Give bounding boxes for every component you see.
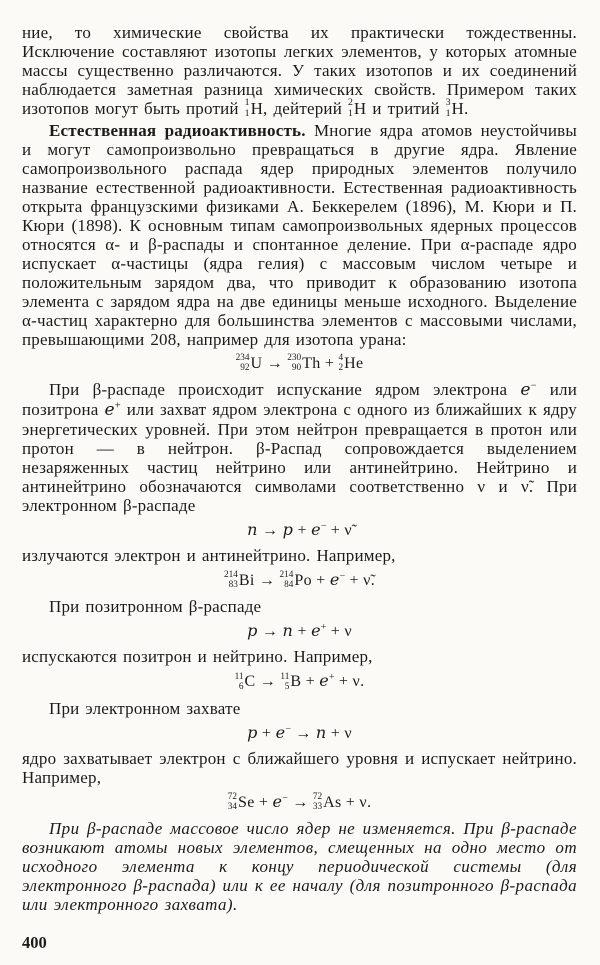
text-run: → <box>287 793 313 811</box>
element-symbol: Po <box>294 572 312 590</box>
text-run: → <box>254 572 280 590</box>
text-run: При электронном захвате <box>49 698 241 718</box>
nuclide-mass-and-charge: 2 1 <box>347 97 353 120</box>
text-run: + ν̃ <box>326 522 352 540</box>
superscript-sign: + <box>320 622 327 634</box>
math-variable: p <box>247 722 258 742</box>
nuclide-mass-and-charge: 11 6 <box>234 671 244 692</box>
superscript-sign: + <box>114 400 121 412</box>
math-variable: e <box>275 722 286 742</box>
para-beta-minus-products <box>22 546 577 565</box>
text-run: + <box>311 572 330 590</box>
text-run: или позитрона <box>22 380 577 420</box>
math-variable: e <box>104 400 115 421</box>
nuclide-Se <box>228 794 255 811</box>
nuclide-Po <box>280 572 312 589</box>
element-symbol: Bi <box>238 572 255 590</box>
element-symbol: H <box>353 99 367 118</box>
equation-beta-minus-general <box>22 520 577 540</box>
equation-beta-plus-example-carbon <box>22 671 577 692</box>
nuclide-mass-and-charge: 214 84 <box>279 570 294 591</box>
text-run: . <box>464 99 469 118</box>
bold-run-in-heading: Естественная радиоактивность. <box>49 120 314 140</box>
nuclide-As <box>313 794 342 811</box>
text-run: → <box>290 724 316 742</box>
nuclide-He <box>338 355 363 372</box>
para-isotopes-chemical-properties <box>22 23 577 121</box>
nuclide-Bi <box>224 572 255 589</box>
text-run: + <box>320 354 339 372</box>
text-run: + ν <box>326 724 352 742</box>
para-positron-products <box>22 647 577 666</box>
text-run: и тритий <box>366 99 446 118</box>
math-variable: e <box>319 671 330 691</box>
text-run: → <box>262 354 288 372</box>
text-run: + <box>301 673 320 691</box>
nuclide-mass-and-charge: 214 83 <box>223 570 238 591</box>
element-symbol: H <box>250 99 264 118</box>
math-variable: e <box>311 621 321 641</box>
nuclide-mass-and-charge: 72 33 <box>312 792 323 813</box>
text-run: , дейтерий <box>263 99 348 118</box>
math-variable: p <box>282 520 294 540</box>
text-run: + ν̃. <box>345 572 375 590</box>
para-natural-radioactivity <box>22 121 577 349</box>
superscript-sign: − <box>320 520 327 532</box>
text-run: → <box>255 673 281 691</box>
element-symbol: As <box>323 793 342 811</box>
superscript-sign: − <box>285 723 291 735</box>
text-run: ние, то химические свойства их практически тождественны. Исключение составляют изотопы легких элементов, у которых атомные массы существенно различаются. У таких изотопов и их соединений наблюдается заметная разница химических свойств. Примером таких изотопов могут быть протий <box>22 23 577 118</box>
text-run: испускаются позитрон и нейтрино. Например, <box>22 647 373 667</box>
superscript-sign: − <box>339 570 346 582</box>
math-variable: e <box>272 791 283 811</box>
text-run: + <box>293 522 312 540</box>
math-variable: e <box>329 570 340 590</box>
equation-alpha-decay-uranium <box>22 354 577 374</box>
element-symbol: H <box>451 99 464 118</box>
para-electron-capture-intro <box>22 699 577 718</box>
math-variable: n <box>315 722 327 742</box>
nuclide-mass-and-charge: 234 92 <box>235 353 250 374</box>
nuclide-mass-and-charge: 1 1 <box>244 97 250 120</box>
para-beta-decay-mass-number-note <box>22 819 577 914</box>
equation-electron-capture-example-selenium <box>22 792 577 813</box>
nuclide-mass-and-charge: 11 5 <box>280 671 290 692</box>
math-variable: e <box>520 380 531 401</box>
nuclide-C <box>235 673 256 690</box>
text-run: или захват ядром электрона с одного из ближайших к ядру энергетических уровней. При этом нейтрон превращается в протон или протон — в нейтрон. β-Распад сопровождается выделением незаряженных частиц нейтрино или антинейтрино. Нейтрино и антинейтрино обозначаются символами соответственно ν и ν̃. При электронном β-распаде <box>22 400 577 516</box>
nuclide-Th <box>287 355 320 372</box>
para-positron-decay-intro <box>22 597 577 616</box>
nuclide-mass-and-charge: 230 90 <box>287 353 302 374</box>
text-run: При позитронном β-распаде <box>49 597 262 617</box>
text-run: + <box>293 623 312 641</box>
page-number: 400 <box>22 933 47 952</box>
text-run: излучаются электрон и антинейтрино. Например, <box>22 546 396 566</box>
text-run: При β-распаде происходит испускание ядром электрона <box>49 380 521 400</box>
element-symbol: C <box>244 673 256 691</box>
text-run: + ν <box>326 623 352 641</box>
text-run: + ν. <box>341 793 372 811</box>
equation-beta-minus-example-bismuth <box>22 570 577 591</box>
element-symbol: He <box>344 354 364 372</box>
equation-electron-capture-general <box>22 723 577 743</box>
text-run: → <box>257 522 283 540</box>
nuclide-H <box>245 99 263 118</box>
nuclide-mass-and-charge: 4 2 <box>338 353 344 374</box>
superscript-sign: − <box>530 380 537 392</box>
math-variable: n <box>282 621 294 641</box>
nuclide-mass-and-charge: 72 34 <box>227 792 237 813</box>
nuclide-U <box>236 355 263 372</box>
math-variable: p <box>247 621 258 641</box>
text-run: + <box>257 724 276 742</box>
text-run: + ν. <box>334 673 365 691</box>
text-run: → <box>257 623 283 641</box>
para-beta-decay-description <box>22 380 577 515</box>
element-symbol: B <box>290 673 302 691</box>
text-run: + <box>254 793 273 811</box>
element-symbol: U <box>250 354 263 372</box>
math-variable: e <box>311 520 321 540</box>
element-symbol: Th <box>302 354 321 372</box>
nuclide-H <box>446 99 464 118</box>
element-symbol: Se <box>238 793 255 811</box>
nuclide-H <box>348 99 366 118</box>
superscript-sign: − <box>282 792 288 804</box>
text-run: ядро захватывает электрон с ближайшего уровня и испускает нейтрино. Например, <box>22 748 577 787</box>
nuclide-B <box>280 673 301 690</box>
para-electron-capture-products <box>22 749 577 787</box>
text-run: Многие ядра атомов неустойчивы и могут самопроизвольно превращаться в другие ядра. Явление самопроизвольного распада ядер природных элементов получило название естественной радиоактивности. Естественная радиоактивность открыта французскими физиками А. Беккерелем (1896), М. Кюри и П. Кюри (1898). К основным типам самопроизвольных ядерных процессов относятся α- и β-распады и спонтанное деление. При α-распаде ядро испускает α-частицы (ядра гелия) с массовым числом четыре и положительным зарядом два, что приводит к образованию изотопа элемента с зарядом ядра на две единицы меньше исходного. Выделение α-частиц характерно для большинства элементов с массовыми числами, превышающими 208, например для изотопа урана: <box>22 120 577 349</box>
nuclide-mass-and-charge: 3 1 <box>445 97 451 120</box>
superscript-sign: + <box>329 672 335 684</box>
math-variable: n <box>247 520 258 540</box>
text-run: При β-распаде массовое число ядер не изменяется. При β-распаде возникают атомы новых элементов, смещенных на одно место от исходного элемента к концу периодической системы (для электронного β-распада) или к ее началу (для позитронного β-распада или электронного захвата). <box>22 819 577 915</box>
equation-beta-plus-general <box>22 621 577 641</box>
